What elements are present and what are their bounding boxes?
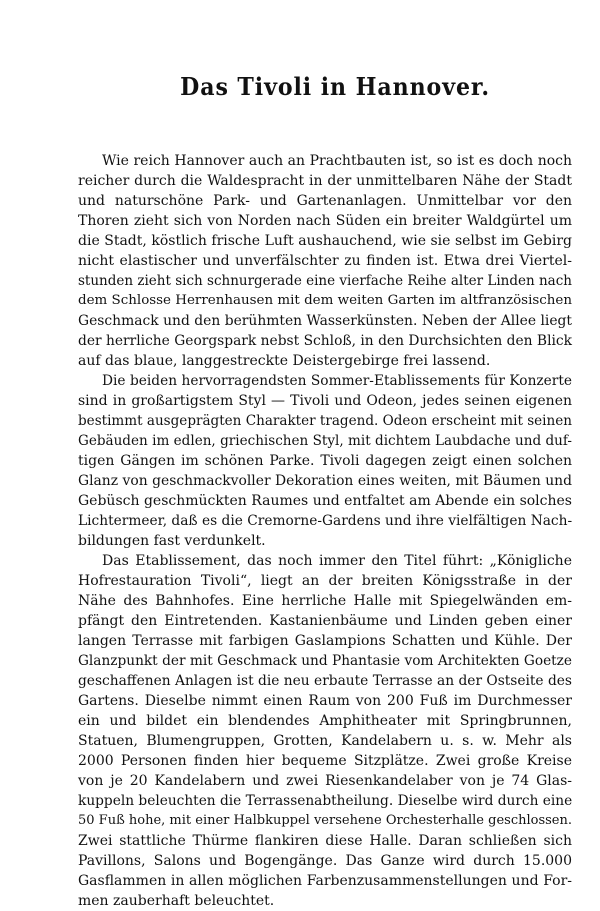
text-line: Glanz von geschmackvoller Dekoration eines weiten, mit Bäumen und <box>78 473 572 489</box>
text-line: Gasflammen in allen möglichen Farbenzusammenstellungen und For- <box>78 873 572 889</box>
text-line: Wie reich Hannover auch an Prachtbauten ist, so ist es doch noch <box>102 153 572 169</box>
text-line: Nähe des Bahnhofes. Eine herrliche Halle mit Spiegelwänden em- <box>78 593 572 609</box>
text-line: nicht elastischer und unverfälschter zu finden ist. Etwa drei Viertel- <box>78 253 572 269</box>
text-line: 50 Fuß hohe, mit einer Halbkuppel versehene Orchesterhalle geschlossen. <box>78 813 572 828</box>
text-line: die Stadt, köstlich frische Luft aushauchend, wie sie selbst im Gebirg <box>78 233 572 249</box>
text-line: sind in großartigstem Styl — Tivoli und Odeon, jedes seinen eigenen <box>78 393 572 409</box>
text-line: Pavillons, Salons und Bogengänge. Das Ganze wird durch 15.000 <box>78 853 572 869</box>
text-line: Geschmack und den berühmten Wasserkünsten. Neben der Allee liegt <box>78 313 572 329</box>
text-line: bestimmt ausgeprägten Charakter tragend. Odeon erscheint mit seinen <box>78 413 572 429</box>
text-line: ein und bildet ein blendendes Amphitheater mit Springbrunnen, <box>78 713 572 729</box>
text-line: tigen Gängen im schönen Parke. Tivoli dagegen zeigt einen solchen <box>78 453 572 469</box>
paragraph-3 <box>78 551 572 911</box>
text-line: men zauberhaft beleuchtet. <box>78 893 275 909</box>
text-line: Statuen, Blumengruppen, Grotten, Kandelabern u. s. w. Mehr als <box>78 733 572 749</box>
text-line: pfängt den Eintretenden. Kastanienbäume und Linden geben einer <box>78 613 572 629</box>
text-line: Zwei stattliche Thürme flankiren diese Halle. Daran schließen sich <box>78 833 572 849</box>
text-line: und naturschöne Park- und Gartenanlagen. Unmittelbar vor den <box>78 193 572 209</box>
text-line: reicher durch die Waldespracht in der unmittelbaren Nähe der Stadt <box>78 173 572 189</box>
paragraph-1 <box>78 151 572 371</box>
text-line: Gebäuden im edlen, griechischen Styl, mit dichtem Laubdache und duf- <box>78 433 572 449</box>
text-line: 2000 Personen finden hier bequeme Sitzplätze. Zwei große Kreise <box>78 753 572 769</box>
text-line: Die beiden hervorragendsten Sommer-Etablissements für Konzerte <box>102 373 572 389</box>
text-line: kuppeln beleuchten die Terrassenabtheilung. Dieselbe wird durch eine <box>78 793 573 809</box>
text-line: geschaffenen Anlagen ist die neu erbaute Terrasse an der Ostseite des <box>78 673 572 689</box>
text-line: von je 20 Kandelabern und zwei Riesenkandelaber von je 74 Glas- <box>78 773 572 789</box>
paragraph-2 <box>78 371 572 551</box>
text-line: der herrliche Georgspark nebst Schloß, in den Durchsichten den Blick <box>78 333 572 349</box>
text-line: Thoren zieht sich von Norden nach Süden ein breiter Waldgürtel um <box>78 213 572 229</box>
text-line: Lichtermeer, daß es die Cremorne-Gardens und ihre vielfältigen Nach- <box>78 513 573 529</box>
text-line: Glanzpunkt der mit Geschmack und Phantasie vom Architekten Goetze <box>78 653 572 669</box>
text-line: bildungen fast verdunkelt. <box>78 533 266 549</box>
text-line: Gebüsch geschmückten Raumes und entfaltet am Abende ein solches <box>78 493 572 509</box>
text-line: Gartens. Dieselbe nimmt einen Raum von 200 Fuß im Durchmesser <box>78 693 572 709</box>
text-line: stunden zieht sich schnurgerade eine vierfache Reihe alter Linden nach <box>78 273 572 289</box>
text-line: auf das blaue, langgestreckte Deistergebirge frei lassend. <box>78 353 491 369</box>
text-line: Hofrestauration Tivoli“, liegt an der breiten Königsstraße in der <box>78 573 572 589</box>
text-line: dem Schlosse Herrenhausen mit dem weiten Garten im altfranzösischen <box>78 293 572 308</box>
text-line: Das Etablissement, das noch immer den Titel führt: „Königliche <box>102 553 572 569</box>
text-line: langen Terrasse mit farbigen Gaslampions Schatten und Kühle. Der <box>78 633 572 649</box>
page-title: Das Tivoli in Hannover. <box>180 72 491 101</box>
